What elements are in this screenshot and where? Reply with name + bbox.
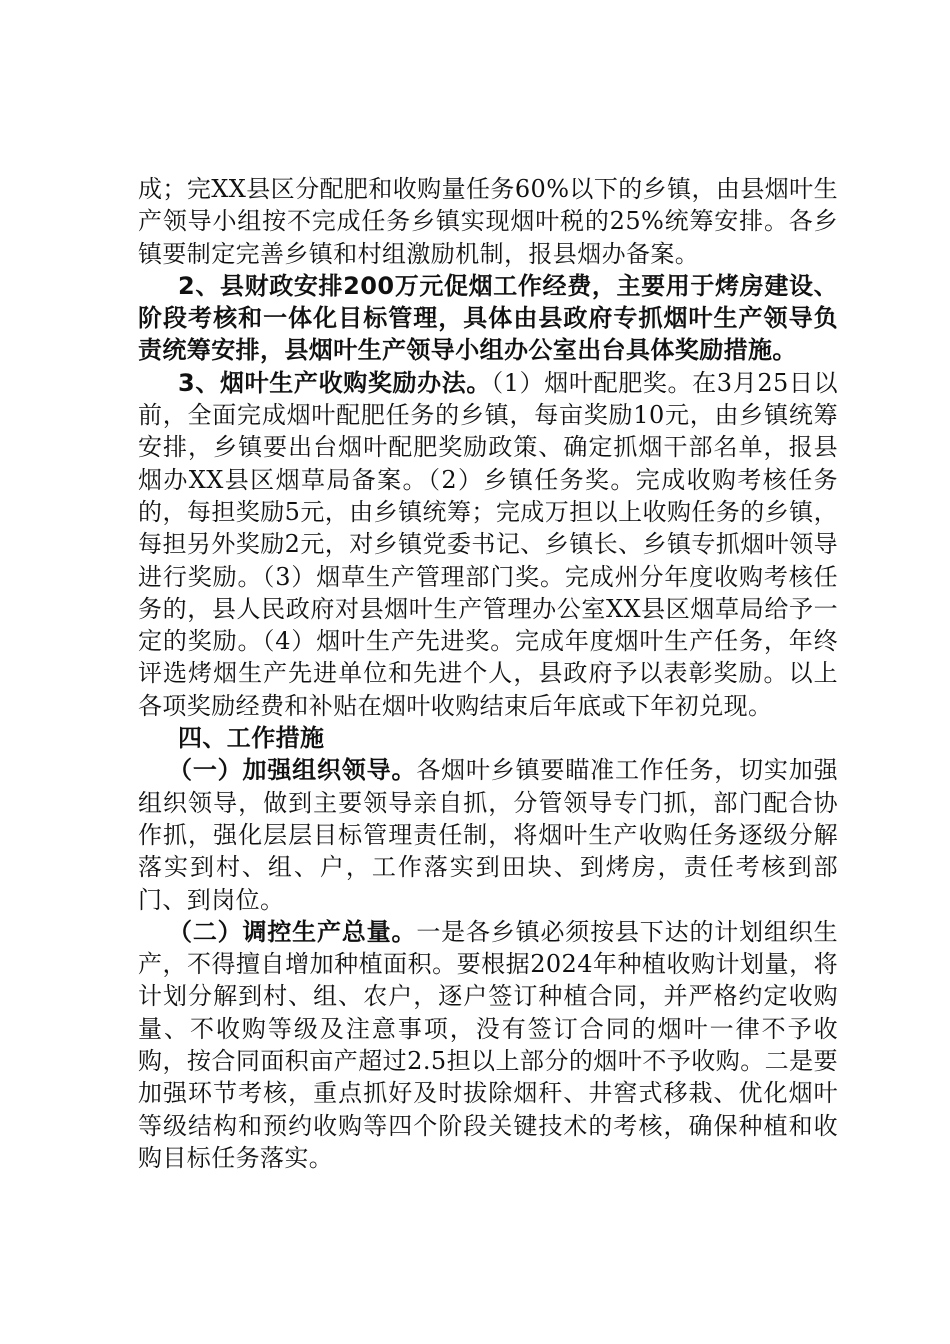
section-heading-work-measures: 四、工作措施: [178, 724, 325, 753]
paragraph-measure-2-body: 一是各乡镇必须按县下达的计划组织生产，不得擅自增加种植面积。要根据2024年种植收购计划量，将计划分解到村、组、农户，逐户签订种植合同，并严格约定收购量、不收购等级及注意事项，没有签订合同的烟叶一律不予收购，按合同面积亩产超过2.5担以上部分的烟叶不予收购。二是要加强环节考核，重点抓好及时拔除烟秆、井窖式移栽、优化烟叶等级结构和预约收购等四个阶段关键技术的考核，确保种植和收购目标任务落实。: [138, 917, 838, 1172]
paragraph-measure-2-lead: （二）调控生产总量。: [168, 917, 417, 946]
paragraph-measure-1-lead: （一）加强组织领导。: [168, 756, 417, 785]
document-body: [138, 173, 838, 1174]
paragraph-item-3: [138, 367, 838, 722]
paragraph-item-3-body: （1）烟叶配肥奖。在3月25日以前，全面完成烟叶配肥任务的乡镇，每亩奖励10元，由乡镇统筹安排，乡镇要出台烟叶配肥奖励政策、确定抓烟干部名单，报县烟办XX县区烟草局备案。（2）乡镇任务奖。完成收购考核任务的，每担奖励5元，由乡镇统筹；完成万担以上收购任务的乡镇，每担另外奖励2元，对乡镇党委书记、乡镇长、乡镇专抓烟叶领导进行奖励。（3）烟草生产管理部门奖。完成州分年度收购考核任务的，县人民政府对县烟叶生产管理办公室XX县区烟草局给予一定的奖励。（4）烟叶生产先进奖。完成年度烟叶生产任务，年终评选烤烟生产先进单位和先进个人，县政府予以表彰奖励。以上各项奖励经费和补贴在烟叶收购结束后年底或下年初兑现。: [138, 368, 838, 720]
paragraph-measure-1: [138, 754, 838, 915]
paragraph-measure-2: [138, 916, 838, 1174]
paragraph-item-3-lead: 3、烟叶生产收购奖励办法。: [178, 368, 492, 397]
paragraph-item-2: 2、县财政安排200万元促烟工作经费，主要用于烤房建设、阶段考核和一体化目标管理，具体由县政府专抓烟叶生产领导负责统筹安排，县烟叶生产领导小组办公室出台具体奖励措施。: [138, 271, 838, 365]
paragraph-continued: 成；完XX县区分配肥和收购量任务60%以下的乡镇，由县烟叶生产领导小组按不完成任务乡镇实现烟叶税的25%统筹安排。各乡镇要制定完善乡镇和村组激励机制，报县烟办备案。: [138, 175, 838, 268]
paragraph-measure-1-body: 各烟叶乡镇要瞄准工作任务，切实加强组织领导，做到主要领导亲自抓，分管领导专门抓，部门配合协作抓，强化层层目标管理责任制，将烟叶生产收购任务逐级分解落实到村、组、户，工作落实到田块、到烤房，责任考核到部门、到岗位。: [138, 756, 838, 914]
